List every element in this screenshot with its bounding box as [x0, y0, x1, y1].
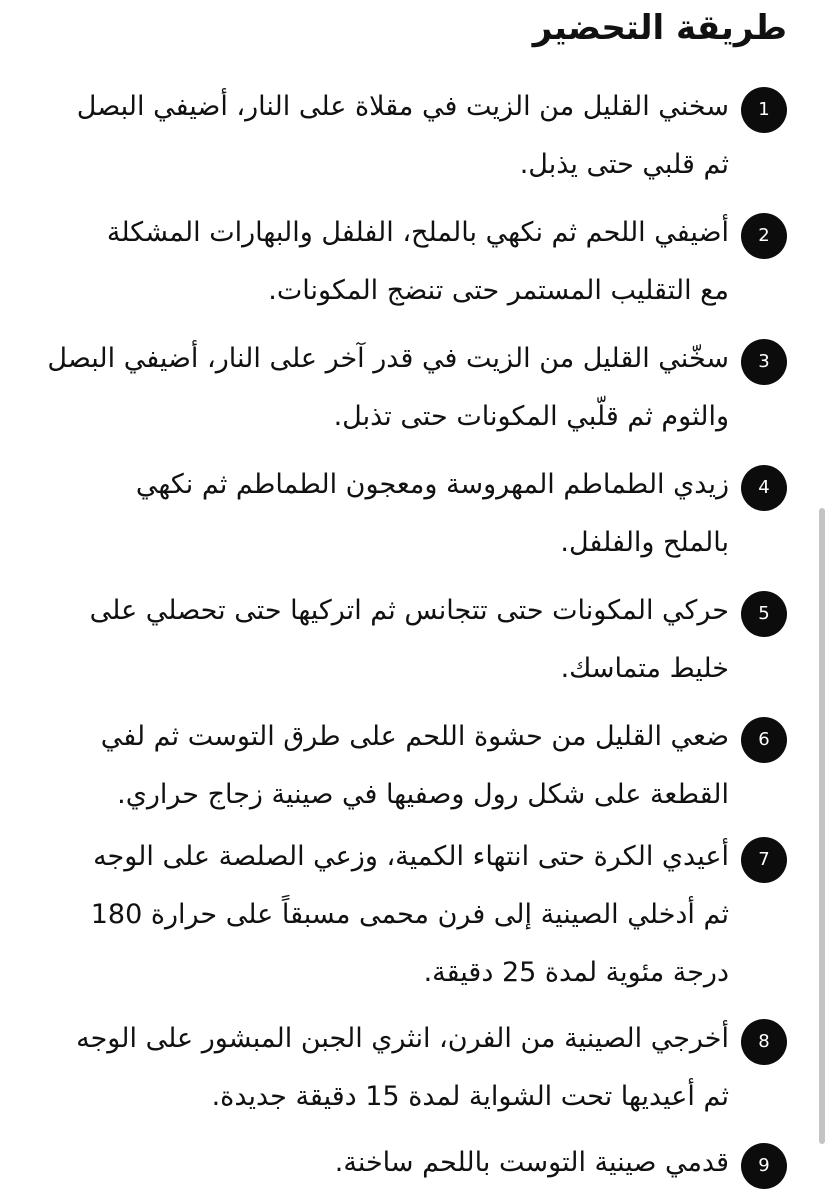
- step-line: سخني القليل من الزيت في مقلاة على النار، أضيفي البصل: [76, 91, 729, 122]
- step-number-badge: 8: [741, 1019, 787, 1065]
- scrollbar[interactable]: [819, 508, 825, 1144]
- step-line: حركي المكونات حتى تتجانس ثم اتركيها حتى تحصلي على: [89, 595, 729, 626]
- step-text: [29, 582, 729, 698]
- step-line: أضيفي اللحم ثم نكهي بالملح، الفلفل والبهارات المشكلة: [106, 217, 729, 248]
- step-line: ضعي القليل من حشوة اللحم على طرق التوست ثم لفي: [100, 721, 729, 752]
- step-text: [29, 456, 729, 572]
- step-line: درجة مئوية لمدة 25 دقيقة.: [423, 957, 729, 988]
- step-text: [29, 330, 729, 446]
- step-number-badge: 9: [741, 1143, 787, 1189]
- step-line: أخرجي الصينية من الفرن، انثري الجبن المبشور على الوجه: [76, 1023, 729, 1054]
- step-line: سخّني القليل من الزيت في قدر آخر على النار، أضيفي البصل: [47, 343, 729, 374]
- step-line: ثم قلبي حتى يذبل.: [519, 149, 729, 180]
- step-text: [29, 204, 729, 320]
- step-line: خليط متماسك.: [560, 653, 729, 684]
- step-line: مع التقليب المستمر حتى تنضج المكونات.: [268, 275, 729, 306]
- step-text: [29, 78, 729, 194]
- step-number-badge: 7: [741, 837, 787, 883]
- step-line: قدمي صينية التوست باللحم ساخنة.: [334, 1147, 729, 1178]
- step-number-badge: 3: [741, 339, 787, 385]
- step-number-badge: 4: [741, 465, 787, 511]
- step-number-badge: 6: [741, 717, 787, 763]
- step-line: القطعة على شكل رول وصفيها في صينية زجاج حراري.: [117, 779, 729, 810]
- step-text: [29, 1010, 729, 1126]
- step-line: زيدي الطماطم المهروسة ومعجون الطماطم ثم نكهي: [135, 469, 729, 500]
- step-line: والثوم ثم قلّبي المكونات حتى تذبل.: [333, 401, 729, 432]
- step-number-badge: 5: [741, 591, 787, 637]
- step-line: ثم أعيديها تحت الشواية لمدة 15 دقيقة جديدة.: [211, 1081, 729, 1112]
- step-line: ثم أدخلي الصينية إلى فرن محمى مسبقاً على حرارة 180: [90, 899, 729, 930]
- step-text: [29, 1134, 729, 1192]
- step-text: [29, 828, 729, 1002]
- step-number-badge: 2: [741, 213, 787, 259]
- step-text: [29, 708, 729, 824]
- step-line: أعيدي الكرة حتى انتهاء الكمية، وزعي الصلصة على الوجه: [93, 841, 729, 872]
- page-title: طريقة التحضير: [532, 8, 787, 48]
- step-number-badge: 1: [741, 87, 787, 133]
- step-line: بالملح والفلفل.: [560, 527, 729, 558]
